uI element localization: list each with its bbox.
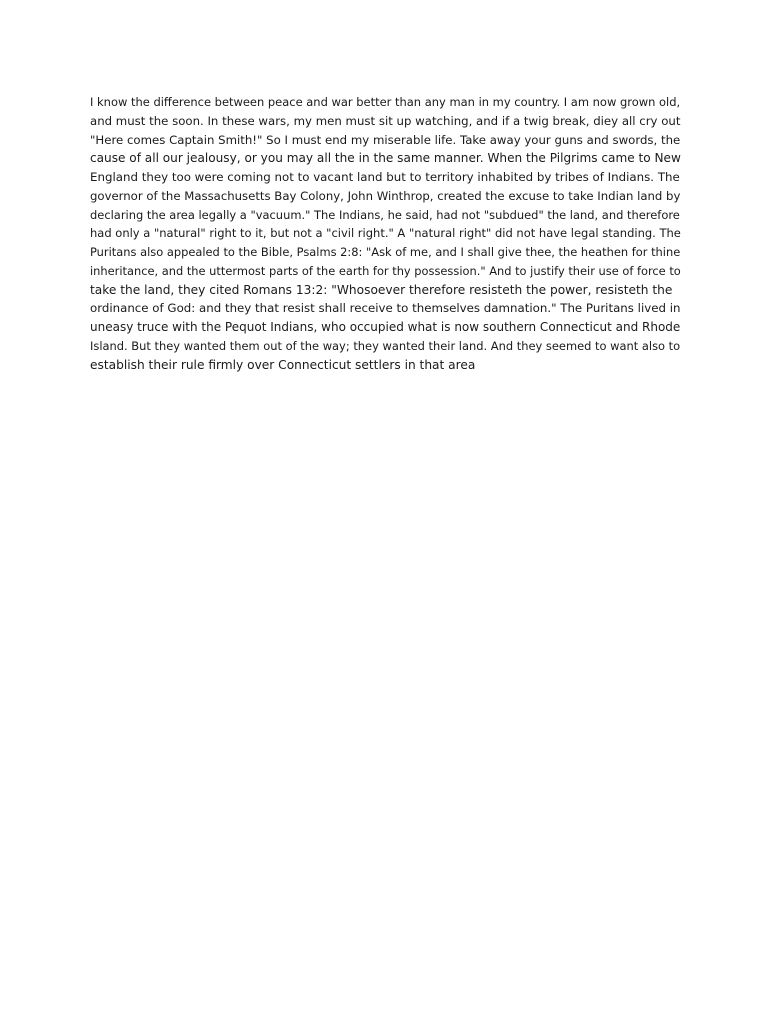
text-line-2: and must the soon. In these wars, my men must sit up watching, and if a twig break, diey all cry out bbox=[90, 113, 681, 128]
text-line-13: uneasy truce with the Pequot Indians, who occupied what is now southern Connecticut and Rhode bbox=[90, 320, 681, 334]
text-line-12: ordinance of God: and they that resist shall receive to themselves damnation." The Puritans lived in bbox=[90, 301, 681, 316]
text-line-9: Puritans also appealed to the Bible, Psalms 2:8: "Ask of me, and I shall give thee, the heathen for thine bbox=[90, 245, 681, 259]
text-line-11: take the land, they cited Romans 13:2: "Whosoever therefore resisteth the power, resisteth the bbox=[90, 282, 673, 297]
text-line-1: I know the difference between peace and war better than any man in my country. I am now grown old, bbox=[90, 95, 681, 109]
text-line-14: Island. But they wanted them out of the way; they wanted their land. And they seemed to want also to bbox=[90, 338, 681, 353]
text-line-10: inheritance, and the uttermost parts of the earth for thy possession." And to justify their use of force to bbox=[90, 263, 681, 278]
body-paragraph bbox=[90, 93, 680, 374]
text-line-4: cause of all our jealousy, or you may all the in the same manner. When the Pilgrims came to New bbox=[90, 151, 681, 166]
text-line-15: establish their rule firmly over Connecticut settlers in that area bbox=[90, 357, 476, 372]
text-line-8: had only a "natural" right to it, but not a "civil right." A "natural right" did not have legal standing. The bbox=[90, 226, 681, 241]
text-line-6: governor of the Massachusetts Bay Colony, John Winthrop, created the excuse to take Indian land by bbox=[90, 188, 681, 203]
text-line-5: England they too were coming not to vacant land but to territory inhabited by tribes of Indians. The bbox=[90, 170, 680, 184]
text-line-7: declaring the area legally a "vacuum." The Indians, he said, had not "subdued" the land, and therefore bbox=[90, 207, 680, 222]
text-line-3: "Here comes Captain Smith!" So I must end my miserable life. Take away your guns and swords, the bbox=[90, 132, 681, 147]
